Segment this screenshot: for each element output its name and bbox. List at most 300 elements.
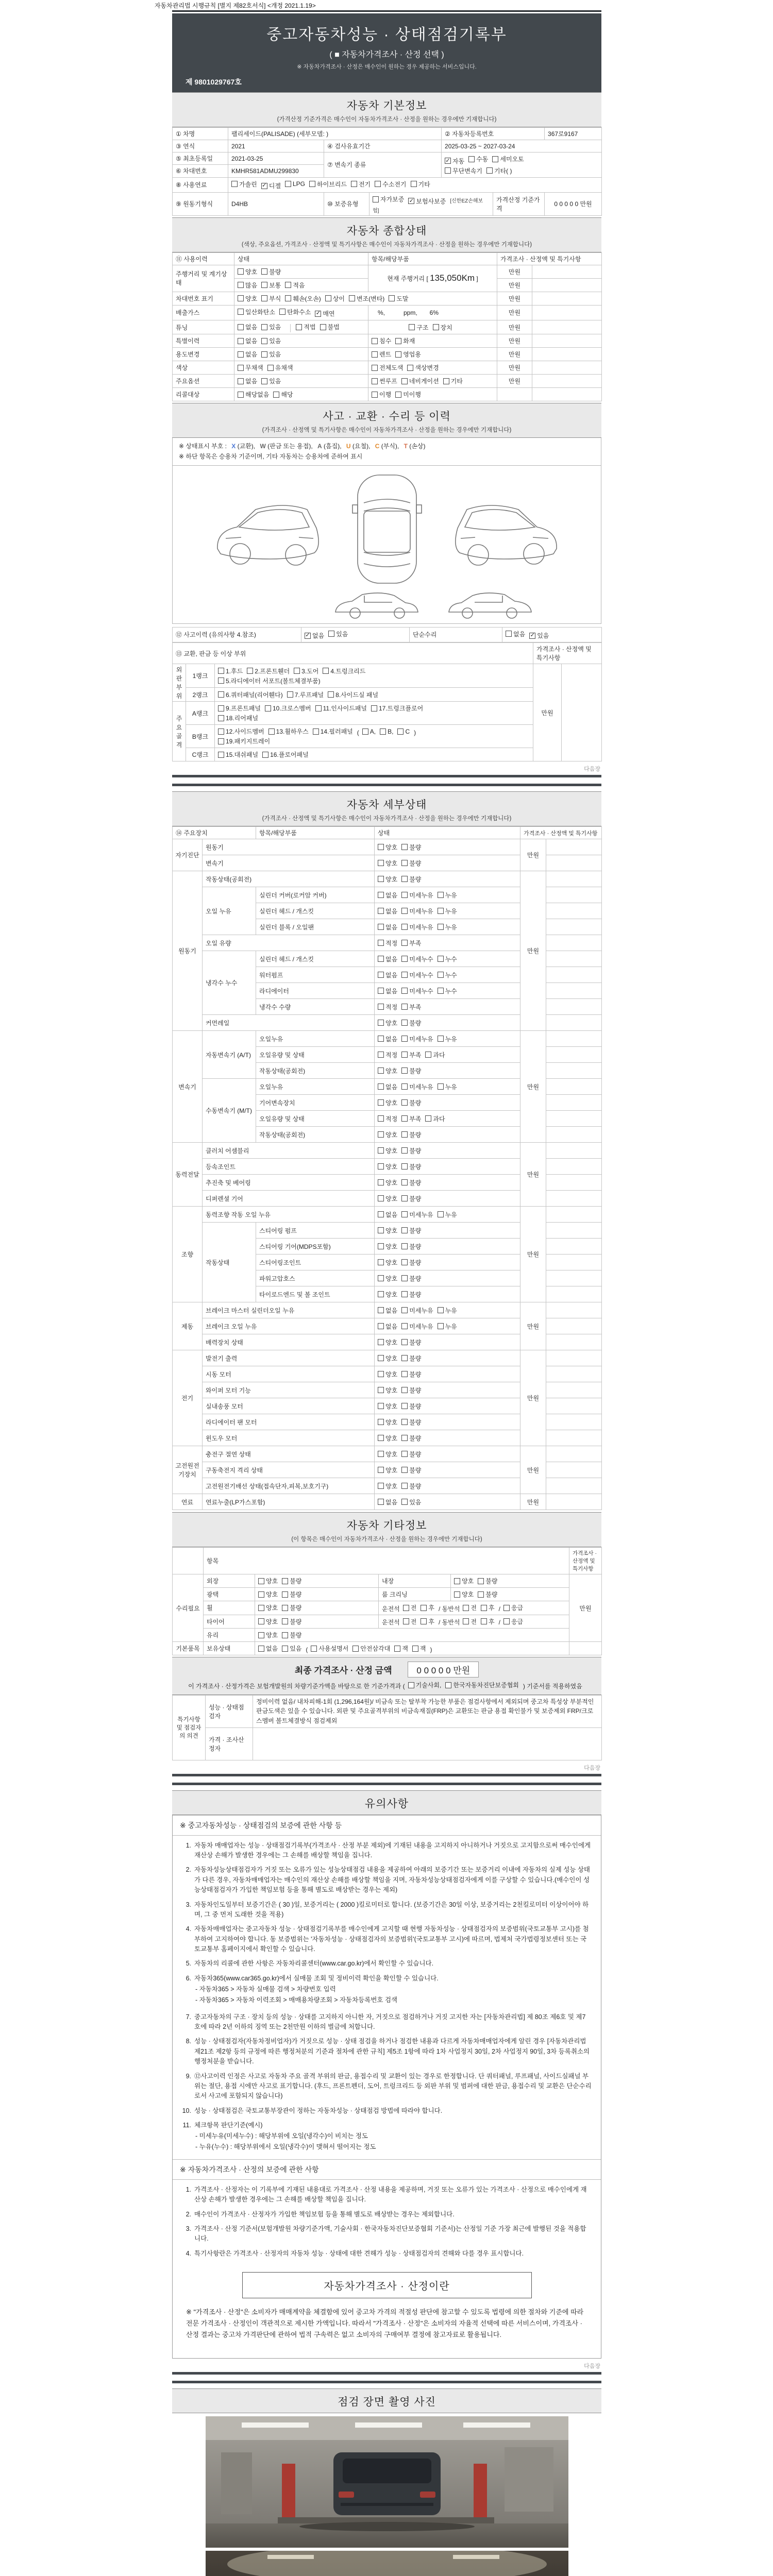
checkbox[interactable] [372,351,378,358]
notice-item-text: 자동차인도일부터 보증기간은 ( 30 )일, 보증거리는 ( 2000 )킬로미터로 합니다. (보증기간은 30일 이상, 보증거리는 2천킬로미터 이상이어야 하며, 그 중 먼저 도래한 것을 적용) [194,1901,589,1918]
checkbox[interactable] [261,351,267,358]
checkbox[interactable] [311,1646,317,1652]
checkbox[interactable] [218,677,224,684]
option-label: 부족 [409,1115,422,1123]
state-options [375,1286,520,1302]
checkbox[interactable] [378,876,384,882]
checkbox[interactable] [262,752,268,758]
checkbox[interactable] [438,924,444,930]
option-label: 양호 [245,268,258,276]
note-cell [532,334,602,348]
checkbox[interactable] [425,1115,431,1122]
checkbox[interactable] [378,1323,384,1329]
checkbox[interactable] [378,1259,384,1265]
checkbox[interactable] [378,844,384,850]
checkbox[interactable] [401,1036,408,1042]
checkbox[interactable] [401,860,408,866]
checkbox[interactable] [378,1467,384,1473]
checkbox[interactable] [401,1067,408,1074]
checkbox[interactable] [433,324,439,330]
checkbox[interactable] [492,156,498,162]
checkbox[interactable] [395,351,401,358]
checkbox[interactable] [378,1147,384,1154]
checkbox[interactable] [378,1020,384,1026]
checkbox[interactable] [380,728,386,735]
item-name: 파워고압호스 [256,1270,375,1286]
checkbox[interactable] [411,181,417,187]
checkbox-option [238,308,275,316]
checkbox-option [378,1258,397,1267]
checkbox[interactable] [378,1179,384,1185]
checkbox[interactable] [305,633,311,639]
checkbox[interactable] [378,908,384,914]
checkbox[interactable] [261,295,267,301]
checkbox[interactable] [401,1371,408,1377]
state-options [375,1255,520,1270]
checkbox[interactable] [445,1682,451,1688]
item-name: 오일누유 [256,1031,375,1047]
checkbox[interactable] [258,1605,264,1611]
checkbox[interactable] [438,972,444,978]
checkbox[interactable] [529,633,535,639]
checkbox[interactable] [389,295,395,301]
option-label: 불량 [409,1179,422,1187]
checkbox[interactable] [378,1291,384,1297]
document-sheet [172,10,601,2576]
checkbox[interactable] [407,365,413,371]
checkbox[interactable] [378,1451,384,1457]
checkbox[interactable] [378,956,384,962]
checkbox-option [378,1162,397,1171]
checkbox[interactable] [438,1323,444,1329]
option-label: 불량 [409,1019,422,1027]
item-label: 타이어 [204,1615,255,1629]
checkbox[interactable] [401,1211,408,1217]
section-detail-header [172,791,601,826]
checkbox-option [282,1590,301,1599]
checkbox[interactable] [401,1115,408,1122]
checkbox[interactable] [375,181,381,187]
checkbox[interactable] [445,167,451,174]
checkbox[interactable] [409,324,415,330]
checkbox[interactable] [378,940,384,946]
state-options [375,1159,520,1175]
checkbox[interactable] [218,738,224,744]
checkbox[interactable] [315,311,321,317]
checkbox[interactable] [401,1323,408,1329]
checkbox[interactable] [401,956,408,962]
checkbox[interactable] [408,1682,414,1688]
item-name: 오일 유량 [203,935,375,951]
checkbox[interactable] [401,876,408,882]
checkbox[interactable] [378,1483,384,1489]
checkbox[interactable] [401,940,408,946]
checkbox[interactable] [378,1131,384,1138]
checkbox[interactable] [258,1646,264,1652]
device-name: 변속기 [173,1031,203,1143]
checkbox[interactable] [403,1618,409,1624]
option-label: 없음 [385,923,398,931]
checkbox-option [438,1306,457,1315]
checkbox[interactable] [486,167,493,174]
checkbox[interactable] [401,1195,408,1201]
checkbox[interactable] [503,1618,510,1624]
checkbox[interactable] [285,181,291,187]
checkbox[interactable] [238,268,244,275]
checkbox[interactable] [394,1646,400,1652]
option-label: 도말 [396,295,409,302]
rank-label: B랭크 [186,725,215,748]
checkbox[interactable] [401,1387,408,1393]
checkbox[interactable] [421,1605,427,1611]
state-options [375,839,520,855]
checkbox[interactable] [282,1618,288,1624]
table-row [173,265,602,278]
checkbox[interactable] [261,282,267,288]
checkbox[interactable] [378,1403,384,1409]
notice-item-text: 자동차 매매업자는 성능 · 상태점검기록부(가격조사 · 산정 부분 제외)에 기재된 내용을 고지하지 아니하거나 거짓으로 고지함으로써 매수인에게 재산상 손해가 발생한 경우에는 그 손해를 배상할 책임을 집니다. [194,1841,591,1859]
engine-type: D4HB [228,193,324,216]
checkbox-option [378,1290,397,1299]
option-label: 불량 [409,1147,422,1155]
checkbox-option [438,987,457,995]
checkbox[interactable] [378,1387,384,1393]
final-price-band [172,1657,601,1695]
checkbox[interactable] [401,1020,408,1026]
checkbox[interactable] [401,844,408,850]
checkbox[interactable] [378,1499,384,1505]
checkbox[interactable] [378,1115,384,1122]
text: / [498,1605,500,1613]
checkbox[interactable] [438,956,444,962]
checkbox[interactable] [378,1355,384,1361]
option-label: 불량 [269,268,281,276]
checkbox[interactable] [378,1435,384,1441]
checkbox[interactable] [401,1163,408,1170]
checkbox[interactable] [378,1419,384,1425]
checkbox[interactable] [378,860,384,866]
checkbox-option [267,363,293,372]
checkbox[interactable] [378,1339,384,1345]
checkbox[interactable] [438,1036,444,1042]
checkbox[interactable] [313,728,319,735]
section-overall-header [172,217,601,252]
checkbox[interactable] [378,1163,384,1170]
checkbox[interactable] [238,392,244,398]
checkbox-option [372,350,391,359]
option-label: 누유 [445,891,457,899]
checkbox[interactable] [231,181,238,187]
checkbox[interactable] [378,988,384,994]
checkbox[interactable] [401,924,408,930]
checkbox[interactable] [401,1227,408,1233]
checkbox[interactable] [401,1403,408,1409]
checkbox[interactable] [285,282,291,288]
checkbox[interactable] [287,691,293,698]
accident-history-table [172,627,602,643]
checkbox[interactable] [218,715,224,721]
checkbox[interactable] [352,1646,359,1652]
checkbox[interactable] [261,338,267,344]
checkbox[interactable] [438,1083,444,1090]
checkbox[interactable] [258,1632,264,1638]
checkbox[interactable] [279,309,285,315]
checkbox[interactable] [296,324,302,330]
checkbox[interactable] [401,1099,408,1106]
checkbox[interactable] [401,1307,408,1313]
checkbox[interactable] [218,705,224,711]
checkbox[interactable] [378,1195,384,1201]
checkbox[interactable] [401,1291,408,1297]
option-label: 있음 [290,1645,302,1653]
checkbox[interactable] [401,1131,408,1138]
option-label: LPG [292,180,305,188]
checkbox[interactable] [425,1052,431,1058]
checkbox[interactable] [218,668,224,674]
checkbox[interactable] [463,1605,469,1611]
notice-item [178,2072,592,2102]
checkbox[interactable] [238,338,244,344]
option-label: 양호 [385,1450,398,1458]
checkbox[interactable] [443,378,449,384]
checkbox[interactable] [401,1052,408,1058]
checkbox[interactable] [273,392,279,398]
checkbox[interactable] [261,268,267,275]
checkbox[interactable] [247,668,253,674]
checkbox[interactable] [378,1243,384,1249]
checkbox[interactable] [401,892,408,898]
option-label: 없음 [385,955,398,963]
checkbox[interactable] [238,365,244,371]
checkbox[interactable] [481,1605,487,1611]
checkbox[interactable] [503,1605,510,1611]
checkbox[interactable] [378,1004,384,1010]
checkbox[interactable] [412,1646,418,1652]
checkbox-option [401,1242,421,1251]
checkbox[interactable] [478,1591,484,1598]
checkbox[interactable] [372,378,378,384]
checkbox[interactable] [401,1499,408,1505]
checkbox-option [433,323,452,332]
item-group-label: 오일 누유 [203,887,256,935]
checkbox[interactable] [463,1618,469,1624]
checkbox[interactable] [218,752,224,758]
item-name: 스티어링 기어(MDPS포함) [256,1239,375,1255]
checkbox[interactable] [421,1618,427,1624]
option-label: 11.인사이드패널 [323,705,367,713]
checkbox[interactable] [261,324,267,330]
checkbox-option [378,875,397,884]
checkbox[interactable] [478,1578,484,1584]
checkbox[interactable] [401,1483,408,1489]
checkbox[interactable] [328,691,334,698]
table-row [173,839,602,855]
checkbox[interactable] [401,1355,408,1361]
option-label: 없음 [266,1645,278,1653]
checkbox[interactable] [372,338,378,344]
checkbox[interactable] [454,1591,460,1598]
mileage-number: 135,050Km [430,273,475,283]
checkbox[interactable] [351,181,357,187]
checkbox[interactable] [258,1618,264,1624]
tire-position-options [379,1615,569,1629]
checkbox-option [378,923,397,931]
checkbox[interactable] [261,183,267,189]
checkbox[interactable] [282,1605,288,1611]
checkbox[interactable] [378,1052,384,1058]
state-options [375,1207,520,1223]
option-label: 양호 [385,875,398,883]
checkbox[interactable] [378,1083,384,1090]
checkbox[interactable] [294,668,300,674]
option-label: 한국자동차진단보증협회 [453,1682,519,1689]
checkbox[interactable] [323,668,329,674]
checkbox[interactable] [401,1147,408,1154]
option-label: 있음 [269,378,281,385]
mileage-value: 현재 주행거리 [ 135,050Km ] [368,265,497,292]
checkbox-option [401,1386,421,1395]
checkbox[interactable] [315,705,322,711]
checkbox[interactable] [320,324,326,330]
checkbox[interactable] [401,1083,408,1090]
group-label-basic-items: 기본품목 [173,1642,204,1655]
checkbox[interactable] [261,378,267,384]
checkbox[interactable] [378,1067,384,1074]
checkbox[interactable] [378,1099,384,1106]
checkbox[interactable] [401,1259,408,1265]
checkbox[interactable] [372,365,378,371]
checkbox-option [378,1402,397,1411]
option-label: 전 [410,1618,417,1625]
item-name: 워터펌프 [256,967,375,983]
option-label: 있음 [336,630,348,638]
checkbox[interactable] [397,728,404,735]
checkbox[interactable] [325,295,331,301]
checkbox[interactable] [282,1578,288,1584]
section-subtitle: (색상, 주요옵션, 가격조사 · 산정액 및 특기사항은 매수인이 자동차가격조사 · 산정을 원하는 경우에만 기재합니다) [241,241,532,248]
state-options [375,935,520,951]
checkbox[interactable] [378,1227,384,1233]
checkbox[interactable] [349,295,355,301]
checkbox[interactable] [309,181,315,187]
checkbox[interactable] [506,631,512,637]
option-label: 부식 [269,295,281,302]
checkbox[interactable] [362,728,368,735]
checkbox[interactable] [408,198,414,204]
section-basic-info-header [172,92,601,127]
checkbox[interactable] [401,1179,408,1185]
checkbox[interactable] [238,378,244,384]
checkbox[interactable] [403,1605,409,1611]
rank-label: C랭크 [186,748,215,761]
checkbox[interactable] [238,295,244,301]
text: (판금 또는 용접), [265,443,315,450]
checkbox[interactable] [401,1435,408,1441]
checkbox[interactable] [401,1004,408,1010]
checkbox[interactable] [267,365,274,371]
checkbox[interactable] [371,705,377,711]
rank-items [215,688,533,702]
checkbox[interactable] [265,705,271,711]
checkbox-option [401,891,433,900]
checkbox[interactable] [268,728,275,735]
column-header: ⑭ 주요장치 [173,827,256,839]
checkbox[interactable] [468,156,475,162]
checkbox[interactable] [438,892,444,898]
checkbox[interactable] [258,1591,264,1598]
checkbox[interactable] [438,1211,444,1217]
checkbox[interactable] [401,1451,408,1457]
table-header-row [173,827,602,839]
checkbox[interactable] [285,295,291,301]
checkbox[interactable] [401,988,408,994]
checkbox[interactable] [378,924,384,930]
notice-item-number: 1. [186,2185,191,2193]
notice-item [178,1865,592,1895]
checkbox[interactable] [218,691,224,698]
checkbox[interactable] [438,988,444,994]
checkbox[interactable] [401,1419,408,1425]
device-name: 연료 [173,1494,203,1510]
checkbox[interactable] [445,158,451,164]
table-row [173,193,602,216]
checkbox[interactable] [282,1591,288,1598]
checkbox[interactable] [372,392,378,398]
checkbox[interactable] [481,1618,487,1624]
note-cell [532,320,602,334]
checkbox-option [285,180,305,188]
checkbox[interactable] [258,1578,264,1584]
checkbox[interactable] [454,1578,460,1584]
checkbox[interactable] [378,1275,384,1281]
checkbox[interactable] [218,728,224,735]
checkbox[interactable] [401,1243,408,1249]
checkbox[interactable] [238,351,244,358]
checkbox[interactable] [328,631,334,637]
checkbox[interactable] [438,908,444,914]
checkbox[interactable] [378,1211,384,1217]
checkbox[interactable] [401,1467,408,1473]
checkbox[interactable] [238,282,244,288]
checkbox[interactable] [395,338,401,344]
checkbox[interactable] [378,1371,384,1377]
checkbox[interactable] [282,1632,288,1638]
state-options [255,1574,379,1588]
checkbox[interactable] [401,1275,408,1281]
option-label: 없음 [385,907,398,915]
price-cell: 만원 [520,1446,546,1494]
checkbox[interactable] [378,1307,384,1313]
checkbox[interactable] [238,309,244,315]
checkbox[interactable] [378,972,384,978]
option-label: 미세누수 [409,955,433,963]
checkbox[interactable] [282,1646,288,1652]
checkbox[interactable] [401,972,408,978]
table-row [173,375,602,388]
checkbox-option [273,390,293,399]
checkbox[interactable] [401,1339,408,1345]
checkbox[interactable] [438,1307,444,1313]
checkbox[interactable] [373,196,379,202]
checkbox[interactable] [378,1036,384,1042]
option-label: 없음 [245,351,258,359]
note-cell [532,388,602,401]
checkbox[interactable] [401,378,408,384]
checkbox[interactable] [378,892,384,898]
checkbox[interactable] [238,324,244,330]
checkbox[interactable] [401,908,408,914]
checkbox[interactable] [395,392,401,398]
